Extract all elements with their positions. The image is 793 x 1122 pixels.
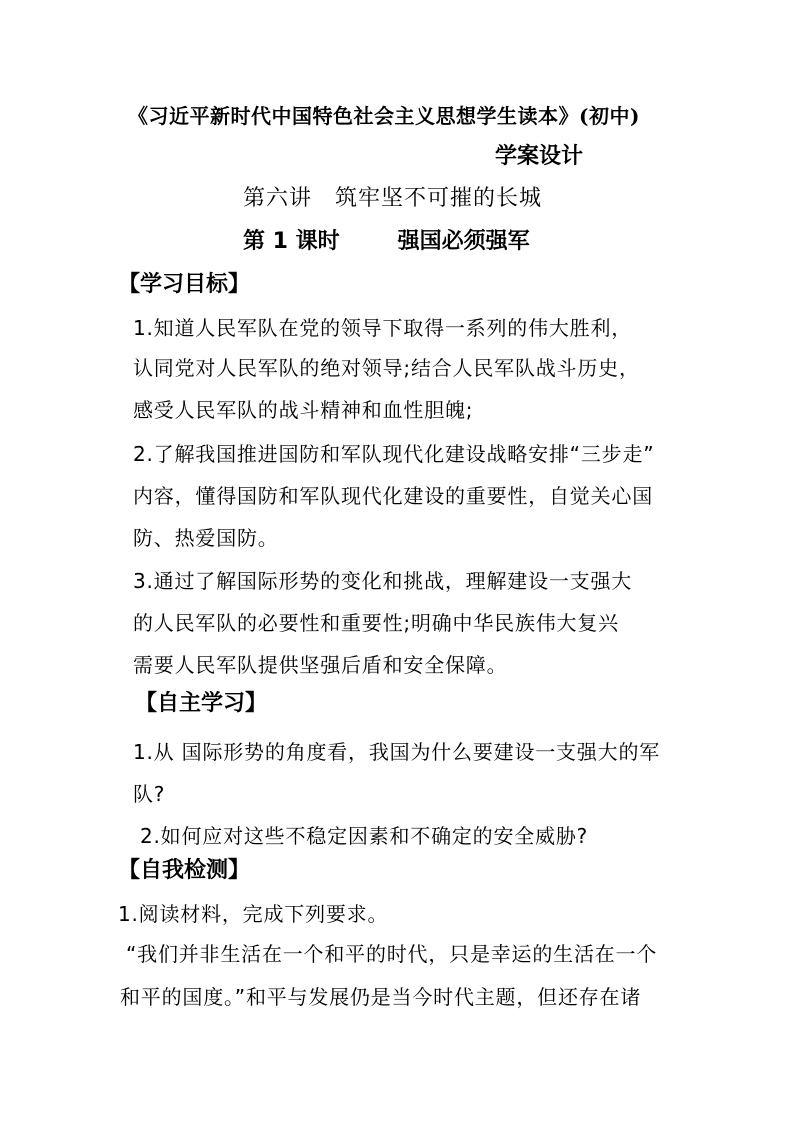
- self-check-line: “我们并非生活在一个和平的时代，只是幸运的生活在一个: [126, 942, 658, 966]
- self-study-line: 队?: [133, 782, 166, 806]
- objectives-line: 内容，懂得国防和军队现代化建设的重要性，自觉关心国: [133, 484, 653, 508]
- lesson-title: 强国必须强军: [397, 229, 530, 254]
- objectives-line: 3.通过了解国际形势的变化和挑战，理解建设一支强大: [133, 569, 633, 593]
- section-heading-self-check: 【自我检测】: [118, 858, 251, 883]
- objectives-line: 1.知道人民军队在党的领导下取得一系列的伟大胜利，: [133, 316, 633, 340]
- self-study-line: 2.如何应对这些不稳定因素和不确定的安全威胁?: [140, 824, 589, 848]
- lesson-heading: [243, 229, 530, 255]
- document-subtitle: 学案设计: [495, 144, 584, 169]
- objectives-line: 2.了解我国推进国防和军队现代化建设战略安排“三步走”: [133, 442, 655, 466]
- objectives-line: 认同党对人民军队的绝对领导;结合人民军队战斗历史，: [133, 356, 640, 380]
- section-heading-objectives: 【学习目标】: [118, 272, 251, 297]
- lesson-number: 第 1 课时: [243, 229, 340, 254]
- objectives-line: 的人民军队的必要性和重要性;明确中华民族伟大复兴: [133, 611, 619, 635]
- self-check-line: 和平的国度。”和平与发展仍是当今时代主题，但还存在诸: [120, 985, 642, 1009]
- self-study-line: 1.从 国际形势的角度看，我国为什么要建设一支强大的军: [133, 740, 661, 764]
- section-heading-self-study: 【自主学习】: [135, 691, 268, 716]
- objectives-line: 需要人民军队提供坚强后盾和安全保障。: [133, 653, 508, 677]
- self-check-line: 1.阅读材料，完成下列要求。: [118, 902, 389, 926]
- objectives-line: 感受人民军队的战斗精神和血性胆魄;: [133, 398, 474, 422]
- objectives-line: 防、热爱国防。: [133, 526, 279, 550]
- lecture-title: 第六讲 筑牢坚不可摧的长城: [243, 186, 543, 211]
- document-title: 《习近平新时代中国特色社会主义思想学生读本》(初中): [128, 104, 640, 128]
